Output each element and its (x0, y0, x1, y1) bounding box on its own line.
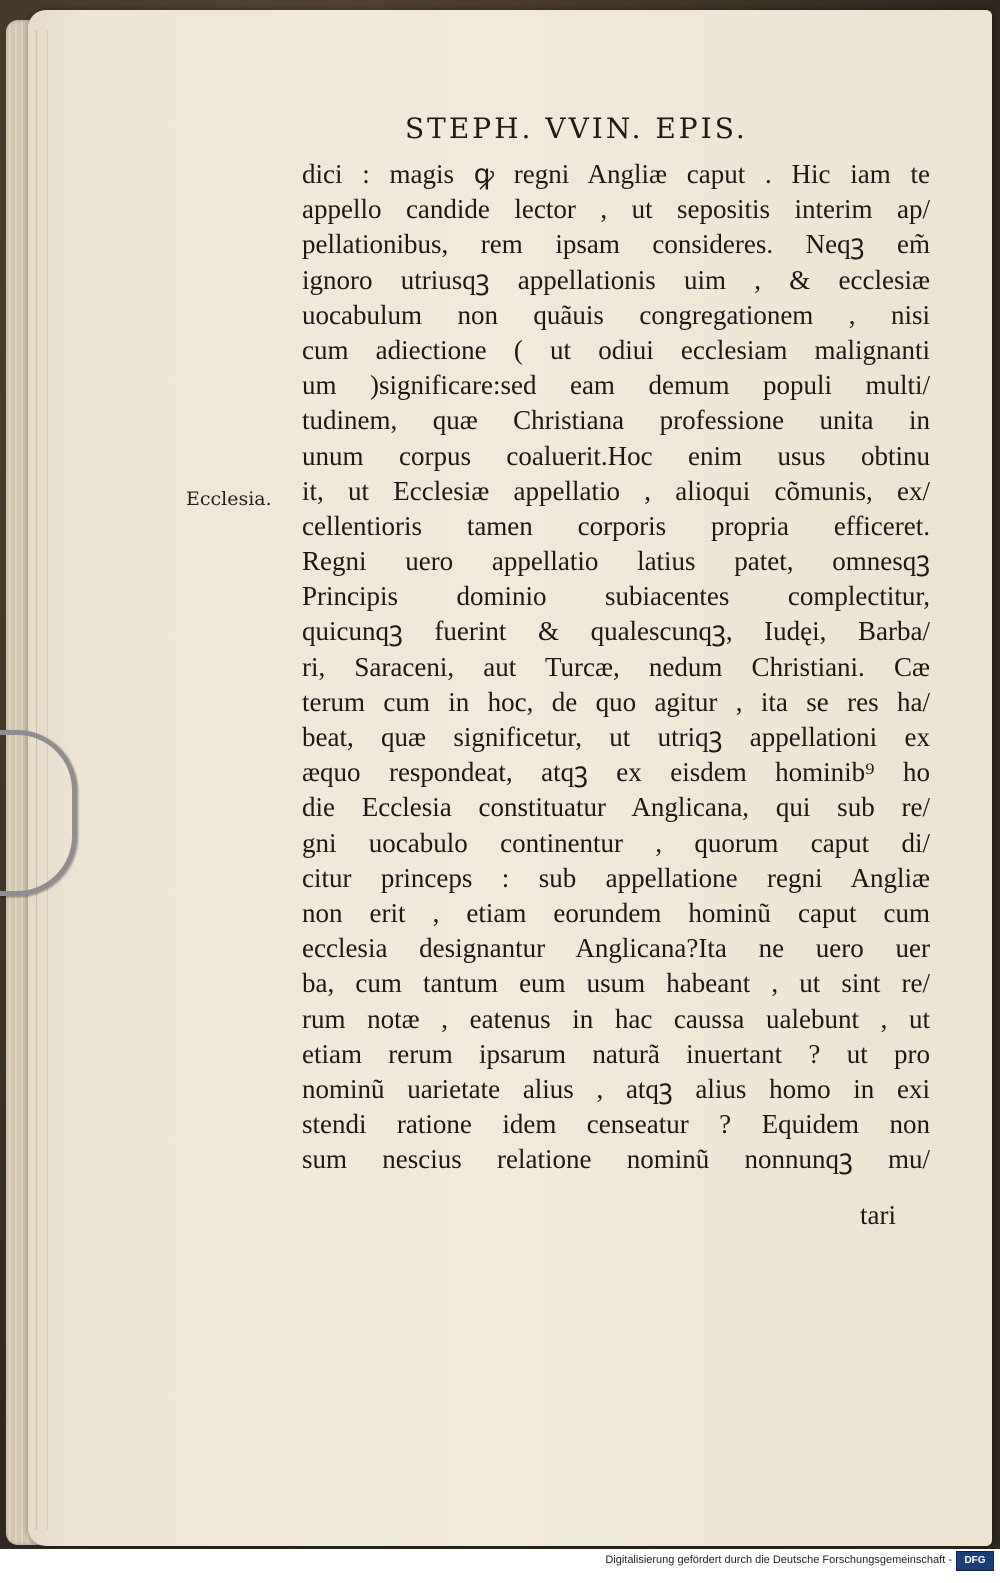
catchword: tari (860, 1200, 896, 1230)
text-line: rum notæ , eatenus in hac caussa ualebunt , ut (302, 1003, 930, 1034)
marginal-note: Ecclesia. (186, 488, 272, 510)
text-line: æquo respondeat, atqꝫ ex eisdem hominib⁹ ho (302, 757, 930, 788)
body-text (302, 157, 930, 1177)
text-line: tudinem, quæ Christiana professione unita in (302, 405, 930, 436)
text-line: Regni uero appellatio latius patet, omnesqꝫ (302, 546, 930, 577)
text-line: pellationibus, rem ipsam consideres. Neqꝫ em̃ (302, 229, 930, 260)
text-line: sum nescius relatione nominũ nonnunqꝫ mu/ (302, 1144, 930, 1175)
text-line: citur princeps : sub appellatione regni Angliæ (302, 862, 930, 893)
text-line: ba, cum tantum eum usum habeant , ut sint re/ (302, 968, 930, 999)
text-line: stendi ratione idem censeatur ? Equidem non (302, 1109, 930, 1140)
text-line: gni uocabulo continentur , quorum caput di/ (302, 827, 930, 858)
text-line: die Ecclesia constituatur Anglicana, qui sub re/ (302, 792, 930, 823)
text-line: non erit , etiam eorundem hominũ caput cum (302, 897, 930, 928)
page-clip (0, 730, 77, 896)
text-line: uocabulum non quãuis congregationem , nisi (302, 299, 930, 330)
text-line: terum cum in hoc, de quo agitur , ita se res ha/ (302, 686, 930, 717)
text-line: cellentioris tamen corporis propria efficeret. (302, 510, 930, 541)
running-head: STEPH. VVIN. EPIS. (405, 112, 748, 145)
text-line: um )significare:sed eam demum populi multi/ (302, 370, 930, 401)
text-line: cum adiectione ( ut odiui ecclesiam malignanti (302, 334, 930, 365)
text-line: dici : magis ꝙ regni Angliæ caput . Hic iam te (302, 159, 930, 189)
text-line: unum corpus coaluerit.Hoc enim usus obtinu (302, 440, 930, 471)
text-line: ecclesia designantur Anglicana?Ita ne uero uer (302, 933, 930, 964)
text-line: etiam rerum ipsarum naturã inuertant ? ut pro (302, 1038, 930, 1069)
text-line: ignoro utriusqꝫ appellationis uim , & ecclesiæ (302, 264, 930, 295)
text-line: appello candide lector , ut sepositis interim ap/ (302, 194, 930, 225)
text-line: beat, quæ significetur, ut utriqꝫ appellationi ex (302, 722, 930, 752)
text-line: nominũ uarietate alius , atqꝫ alius homo in exi (302, 1073, 930, 1104)
text-line: it, ut Ecclesiæ appellatio , alioqui cõmunis, ex/ (302, 475, 930, 506)
text-line: ri, Saraceni, aut Turcæ, nedum Christiani. Cæ (302, 651, 930, 682)
text-line: quicunqꝫ fuerint & qualescunqꝫ, Iudęi, Barba/ (302, 616, 930, 647)
text-line: Principis dominio subiacentes complectitur, (302, 581, 930, 612)
dfg-logo-icon: DFG (956, 1551, 994, 1571)
digitization-credit: Digitalisierung gefördert durch die Deutsche Forschungsgemeinschaft - (605, 1554, 952, 1566)
